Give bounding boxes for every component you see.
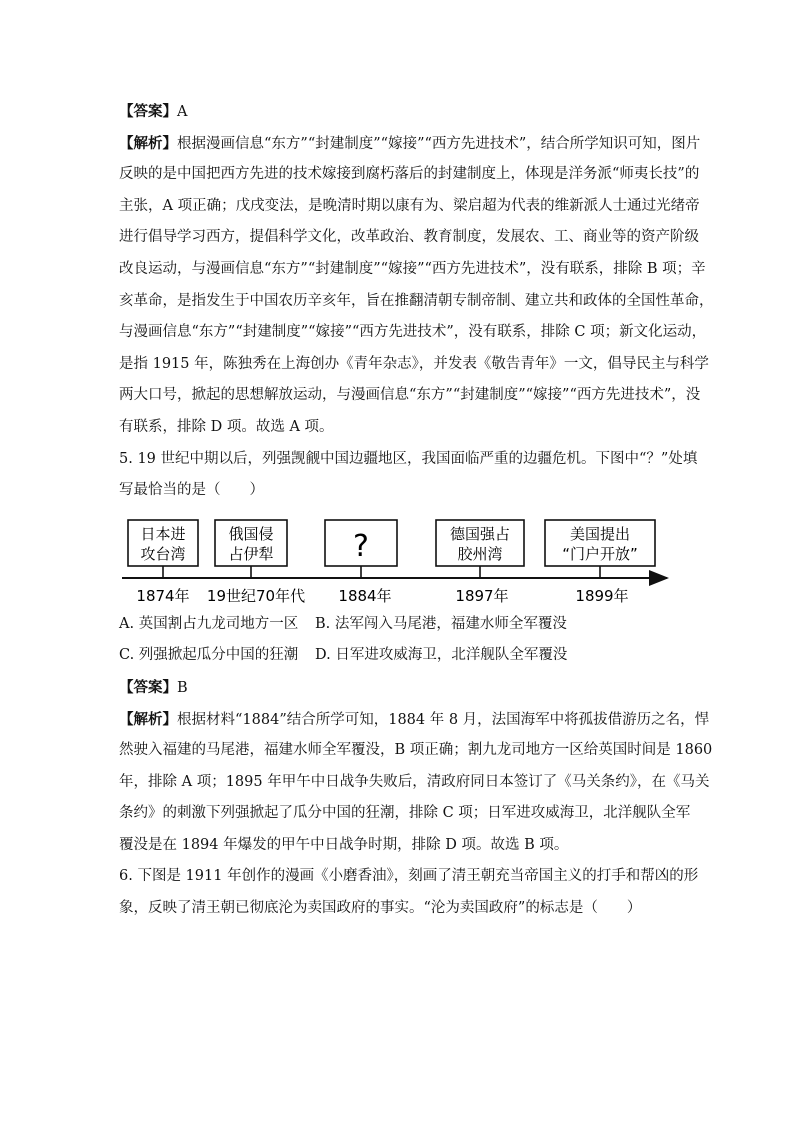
timeline-box-text: 德国强占 [449, 524, 511, 543]
timeline-box-3 [325, 520, 397, 578]
timeline-box-4 [436, 520, 524, 578]
answer-label: 【答案】 [119, 103, 177, 120]
analysis-line: 与漫画信息“东方”“封建制度”“嫁接”“西方先进技术”，没有联系，排除 C 项；新文化运动， [119, 324, 707, 341]
analysis-line [119, 704, 710, 736]
question-6-stem: 6. 下图是 1911 年创作的漫画《小磨香油》，刻画了清王朝充当帝国主义的打手和帮凶的形 [119, 868, 699, 885]
analysis-text: 根据材料“1884”结合所学可知，1884 年 8 月，法国海军中将孤拔借游历之名，悍 [177, 711, 710, 728]
timeline-date-label: 1874年 [136, 586, 190, 605]
timeline-date-label: 1899年 [575, 586, 629, 605]
analysis-text: 根据漫画信息“东方”“封建制度”“嫁接”“西方先进技术”，结合所学知识可知，图片 [177, 135, 701, 152]
analysis-line: 是指 1915 年，陈独秀在上海创办《青年杂志》，并发表《敬告青年》一文，倡导民主与科学 [119, 355, 709, 372]
timeline-box-text: “门户开放” [562, 544, 638, 563]
options-row-1 [119, 609, 679, 641]
analysis-line: 覆没是在 1894 年爆发的甲午中日战争时期，排除 D 项。故选 B 项。 [119, 836, 569, 853]
timeline-date-label: 19世纪70年代 [206, 586, 306, 605]
analysis-line: 有联系，排除 D 项。故选 A 项。 [119, 418, 334, 435]
timeline-box-2 [215, 520, 287, 578]
answer-line-2 [119, 672, 679, 704]
timeline-svg [119, 509, 679, 609]
question-5-stem: 5. 19 世纪中期以后，列强觊觎中国边疆地区，我国面临严重的边疆危机。下图中“？”处填 [119, 450, 698, 467]
option-d[interactable]: D. 日军进攻威海卫，北洋舰队全军覆没 [315, 647, 568, 664]
question-5-stem: 写最恰当的是（ ） [119, 482, 264, 499]
analysis-line: 改良运动，与漫画信息“东方”“封建制度”“嫁接”“西方先进技术”，没有联系，排除 B 项；辛 [119, 260, 706, 277]
options-row-2 [119, 640, 679, 672]
timeline-box-text: 美国提出 [569, 524, 631, 543]
timeline-box-text: 日本进 [140, 524, 186, 543]
timeline-box-text: 攻台湾 [140, 544, 186, 563]
timeline-figure [119, 509, 679, 609]
analysis-line: 主张，A 项正确；戊戌变法，是晚清时期以康有为、梁启超为代表的维新派人士通过光绪帝 [119, 197, 700, 214]
analysis-line: 条约》的刺激下列强掀起了瓜分中国的狂潮，排除 C 项；日军进攻威海卫，北洋舰队全军 [119, 805, 691, 822]
analysis-line: 进行倡导学习西方，提倡科学文化，改革政治、教育制度，发展农、工、商业等的资产阶级 [119, 229, 699, 246]
analysis-line: 然驶入福建的马尾港，福建水师全军覆没，B 项正确；割九龙司地方一区给英国时间是 1860 [119, 742, 713, 759]
timeline-box-text: 占伊犁 [228, 544, 274, 563]
timeline-box-text: 胶州湾 [457, 544, 503, 563]
analysis-line [119, 128, 701, 160]
option-b[interactable]: B. 法军闯入马尾港，福建水师全军覆没 [315, 615, 567, 632]
analysis-line: 两大口号，掀起的思想解放运动，与漫画信息“东方”“封建制度”“嫁接”“西方先进技术”，没 [119, 387, 701, 404]
answer-line-1 [119, 96, 679, 128]
answer-value: A [177, 104, 188, 120]
answer-label: 【答案】 [119, 678, 177, 696]
timeline-date-label: 1897年 [455, 586, 509, 605]
analysis-line: 反映的是中国把西方先进的技术嫁接到腐朽落后的封建制度上，体现是洋务派“师夷长技”的 [119, 166, 700, 183]
question-6-stem: 象，反映了清王朝已彻底沦为卖国政府的事实。“沦为卖国政府”的标志是（ ） [119, 900, 642, 917]
option-a[interactable]: A. 英国割占九龙司地方一区 [119, 615, 299, 632]
document-page [119, 96, 714, 925]
question-mark: ? [353, 528, 369, 564]
timeline-date-label: 1884年 [338, 586, 392, 605]
timeline-box-5 [545, 520, 655, 578]
analysis-line: 年，排除 A 项；1895 年甲午中日战争失败后，清政府同日本签订了《马关条约》，在《马关 [119, 773, 710, 790]
option-c[interactable]: C. 列强掀起瓜分中国的狂潮 [119, 647, 299, 664]
timeline-box-1 [128, 520, 198, 578]
answer-value: B [177, 679, 188, 696]
analysis-label: 【解析】 [119, 134, 177, 152]
timeline-box-text: 俄国侵 [228, 524, 274, 543]
analysis-label: 【解析】 [119, 710, 177, 728]
analysis-line: 亥革命，是指发生于中国农历辛亥年，旨在推翻清朝专制帝制、建立共和政体的全国性革命， [119, 292, 714, 309]
